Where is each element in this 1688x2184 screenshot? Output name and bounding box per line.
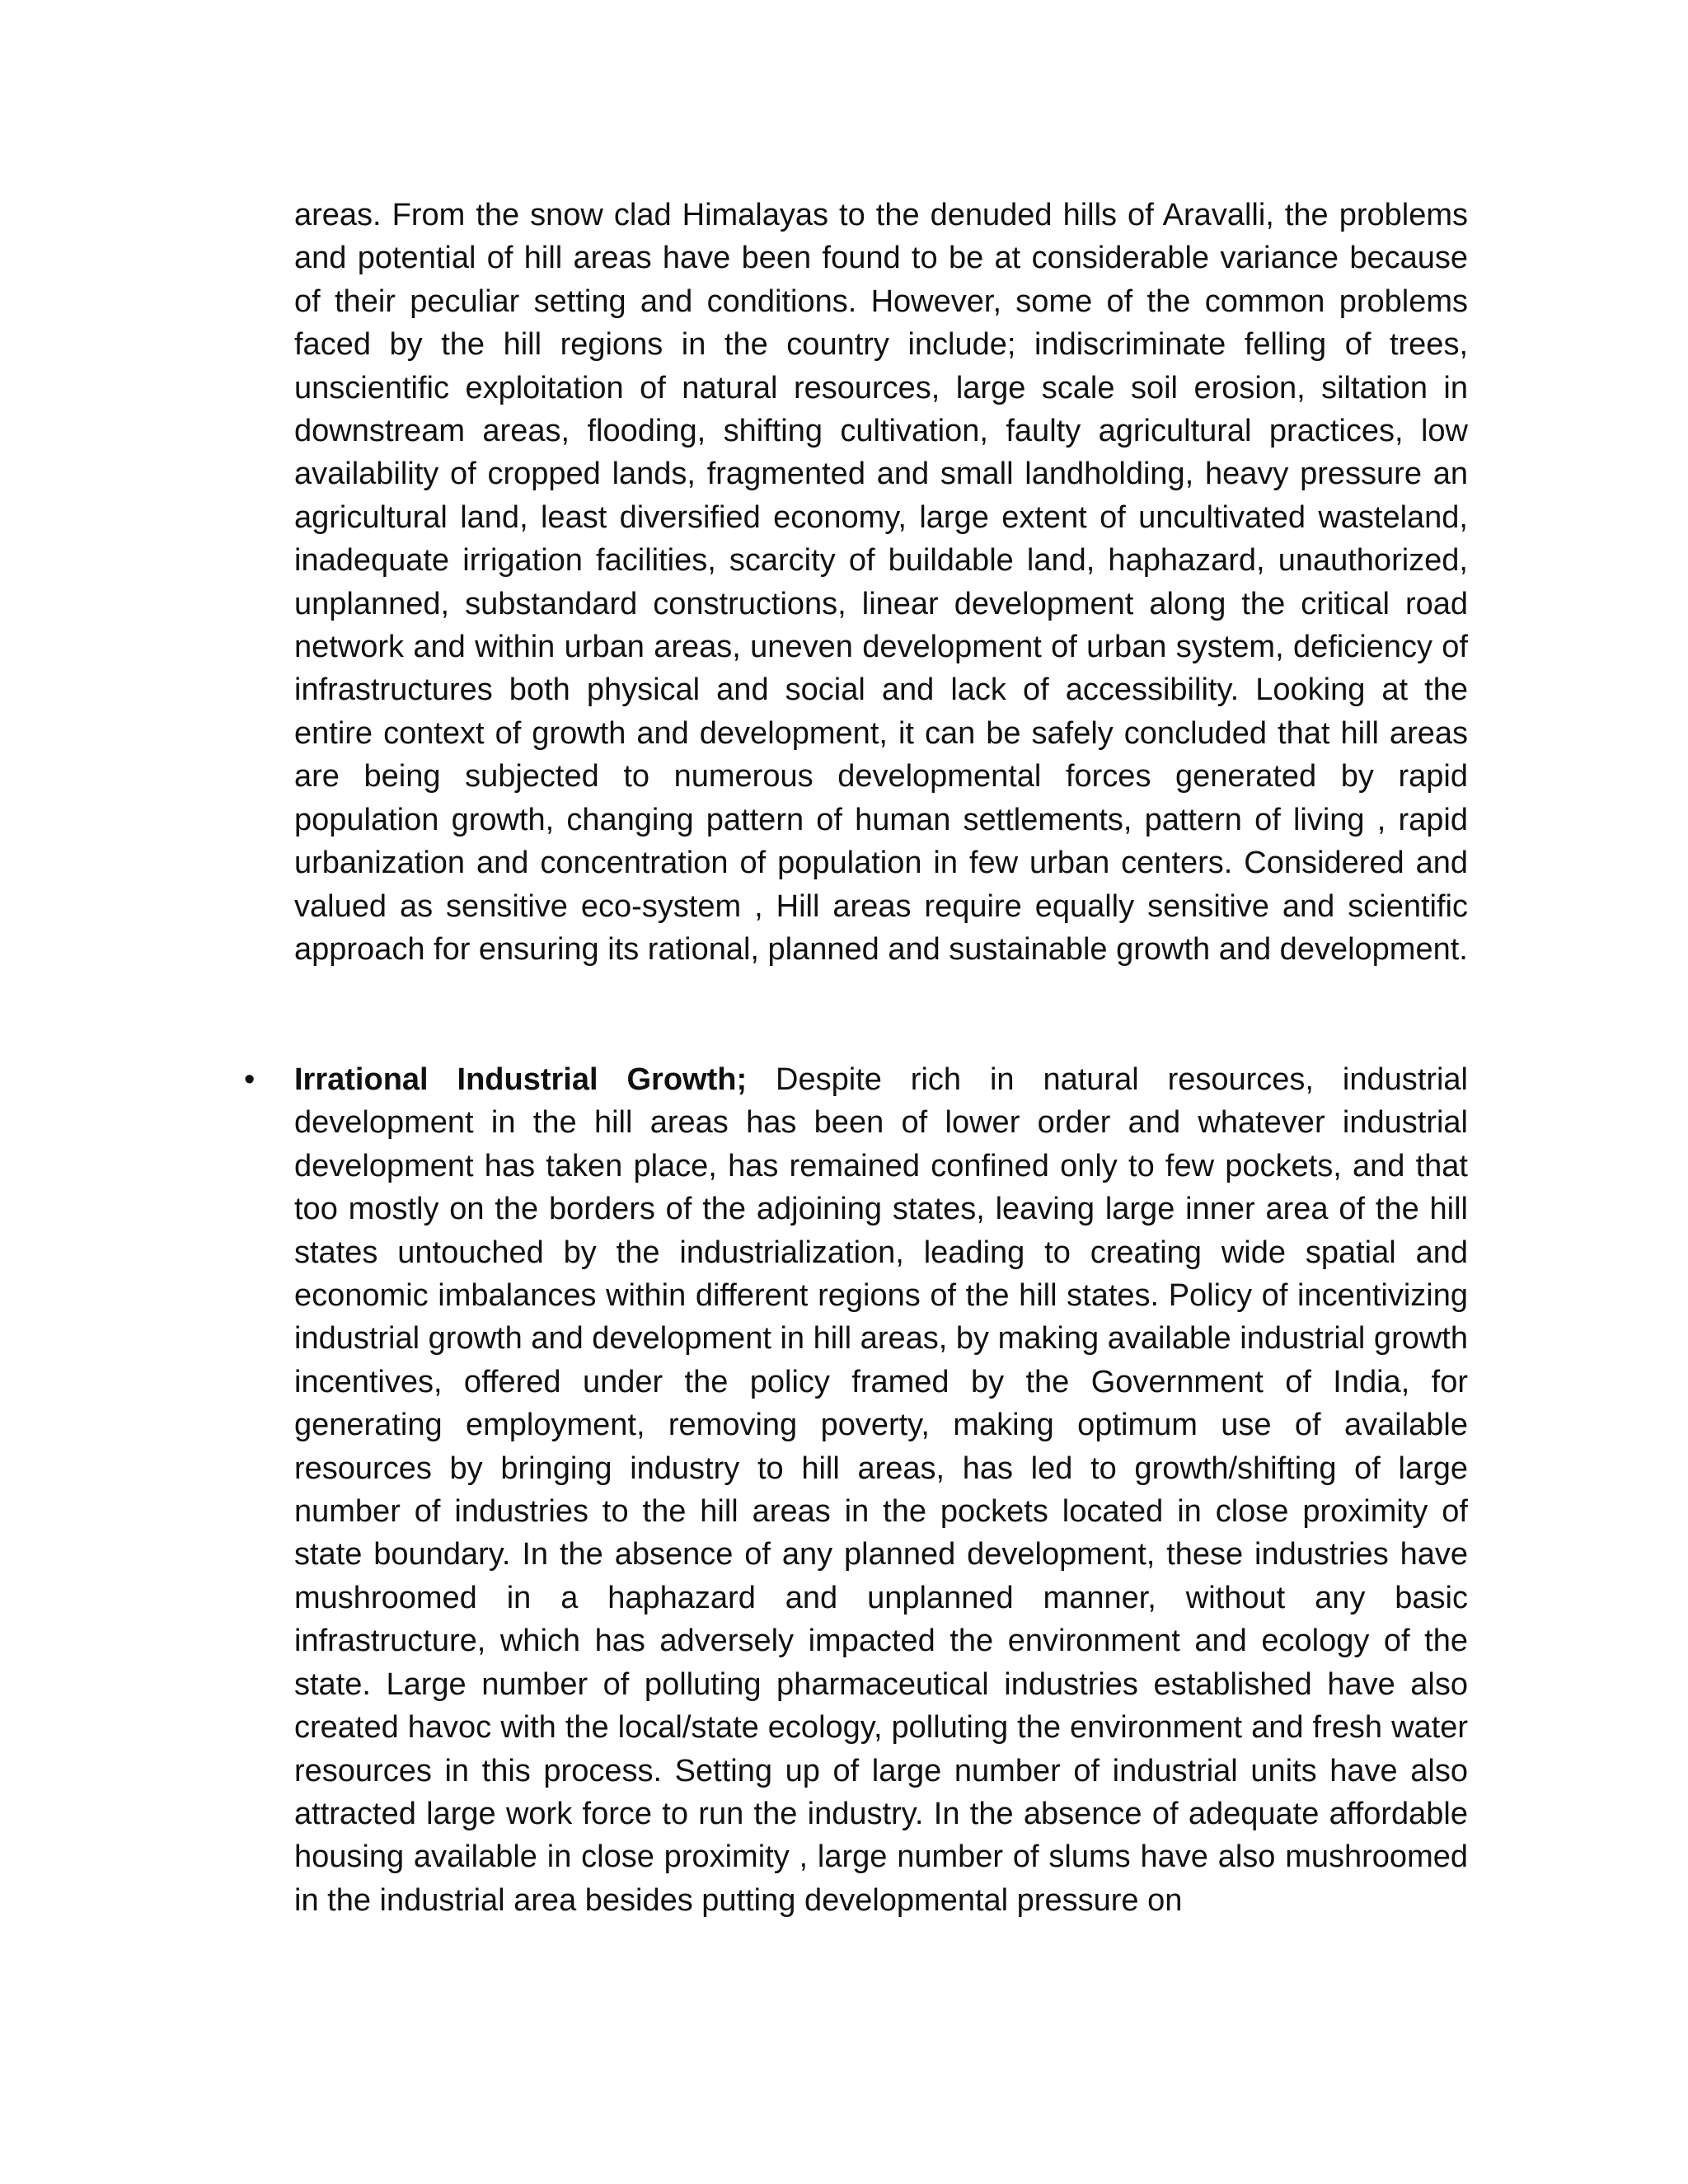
bullet-body-text: Despite rich in natural resources, industrial development in the hill areas has been of lower order and whatever industrial development has taken place, has remained confined only to few pockets, and that too mostly on the borders of the adjoining states, leaving large inner area of the hill states untouched by the industrialization, leading to creating wide spatial and economic imbalances within different regions of the hill states. Policy of incentivizing industrial growth and development in hill areas, by making available industrial growth incentives, offered under the policy framed by the Government of India, for generating employment, removing poverty, making optimum use of available resources by bringing industry to hill areas, has led to growth/shifting of large number of industries to the hill areas in the pockets located in close proximity of state boundary. In the absence of any planned development, these industries have mushroomed in a haphazard and unplanned manner, without any basic infrastructure, which has adversely impacted the environment and ecology of the state. Large number of polluting pharmaceutical industries established have also created havoc with the local/state ecology, polluting the environment and fresh water resources in this process. Setting up of large number of industrial units have also attracted large work force to run the industry. In the absence of adequate affordable housing available in close proximity , large number of slums have also mushroomed in the industrial area besides putting developmental pressure on (294, 1062, 1468, 1918)
bullet-lead-heading: Irrational Industrial Growth; (294, 1062, 748, 1097)
bullet-paragraph (294, 1058, 1468, 1922)
body-paragraph: areas. From the snow clad Himalayas to the denuded hills of Aravalli, the problems and potential of hill areas have been found to be at considerable variance because of their peculiar setting and conditions. However, some of the common problems faced by the hill regions in the country include; indiscriminate felling of trees, unscientific exploitation of natural resources, large scale soil erosion, siltation in downstream areas, flooding, shifting cultivation, faulty agricultural practices, low availability of cropped lands, fragmented and small landholding, heavy pressure an agricultural land, least diversified economy, large extent of uncultivated wasteland, inadequate irrigation facilities, scarcity of buildable land, haphazard, unauthorized, unplanned, substandard constructions, linear development along the critical road network and within urban areas, uneven development of urban system, deficiency of infrastructures both physical and social and lack of accessibility. Looking at the entire context of growth and development, it can be safely concluded that hill areas are being subjected to numerous developmental forces generated by rapid population growth, changing pattern of human settlements, pattern of living , rapid urbanization and concentration of population in few urban centers. Considered and valued as sensitive eco-system , Hill areas require equally sensitive and scientific approach for ensuring its rational, planned and sustainable growth and development. (294, 198, 1468, 967)
bullet-marker: • (244, 1062, 256, 1097)
